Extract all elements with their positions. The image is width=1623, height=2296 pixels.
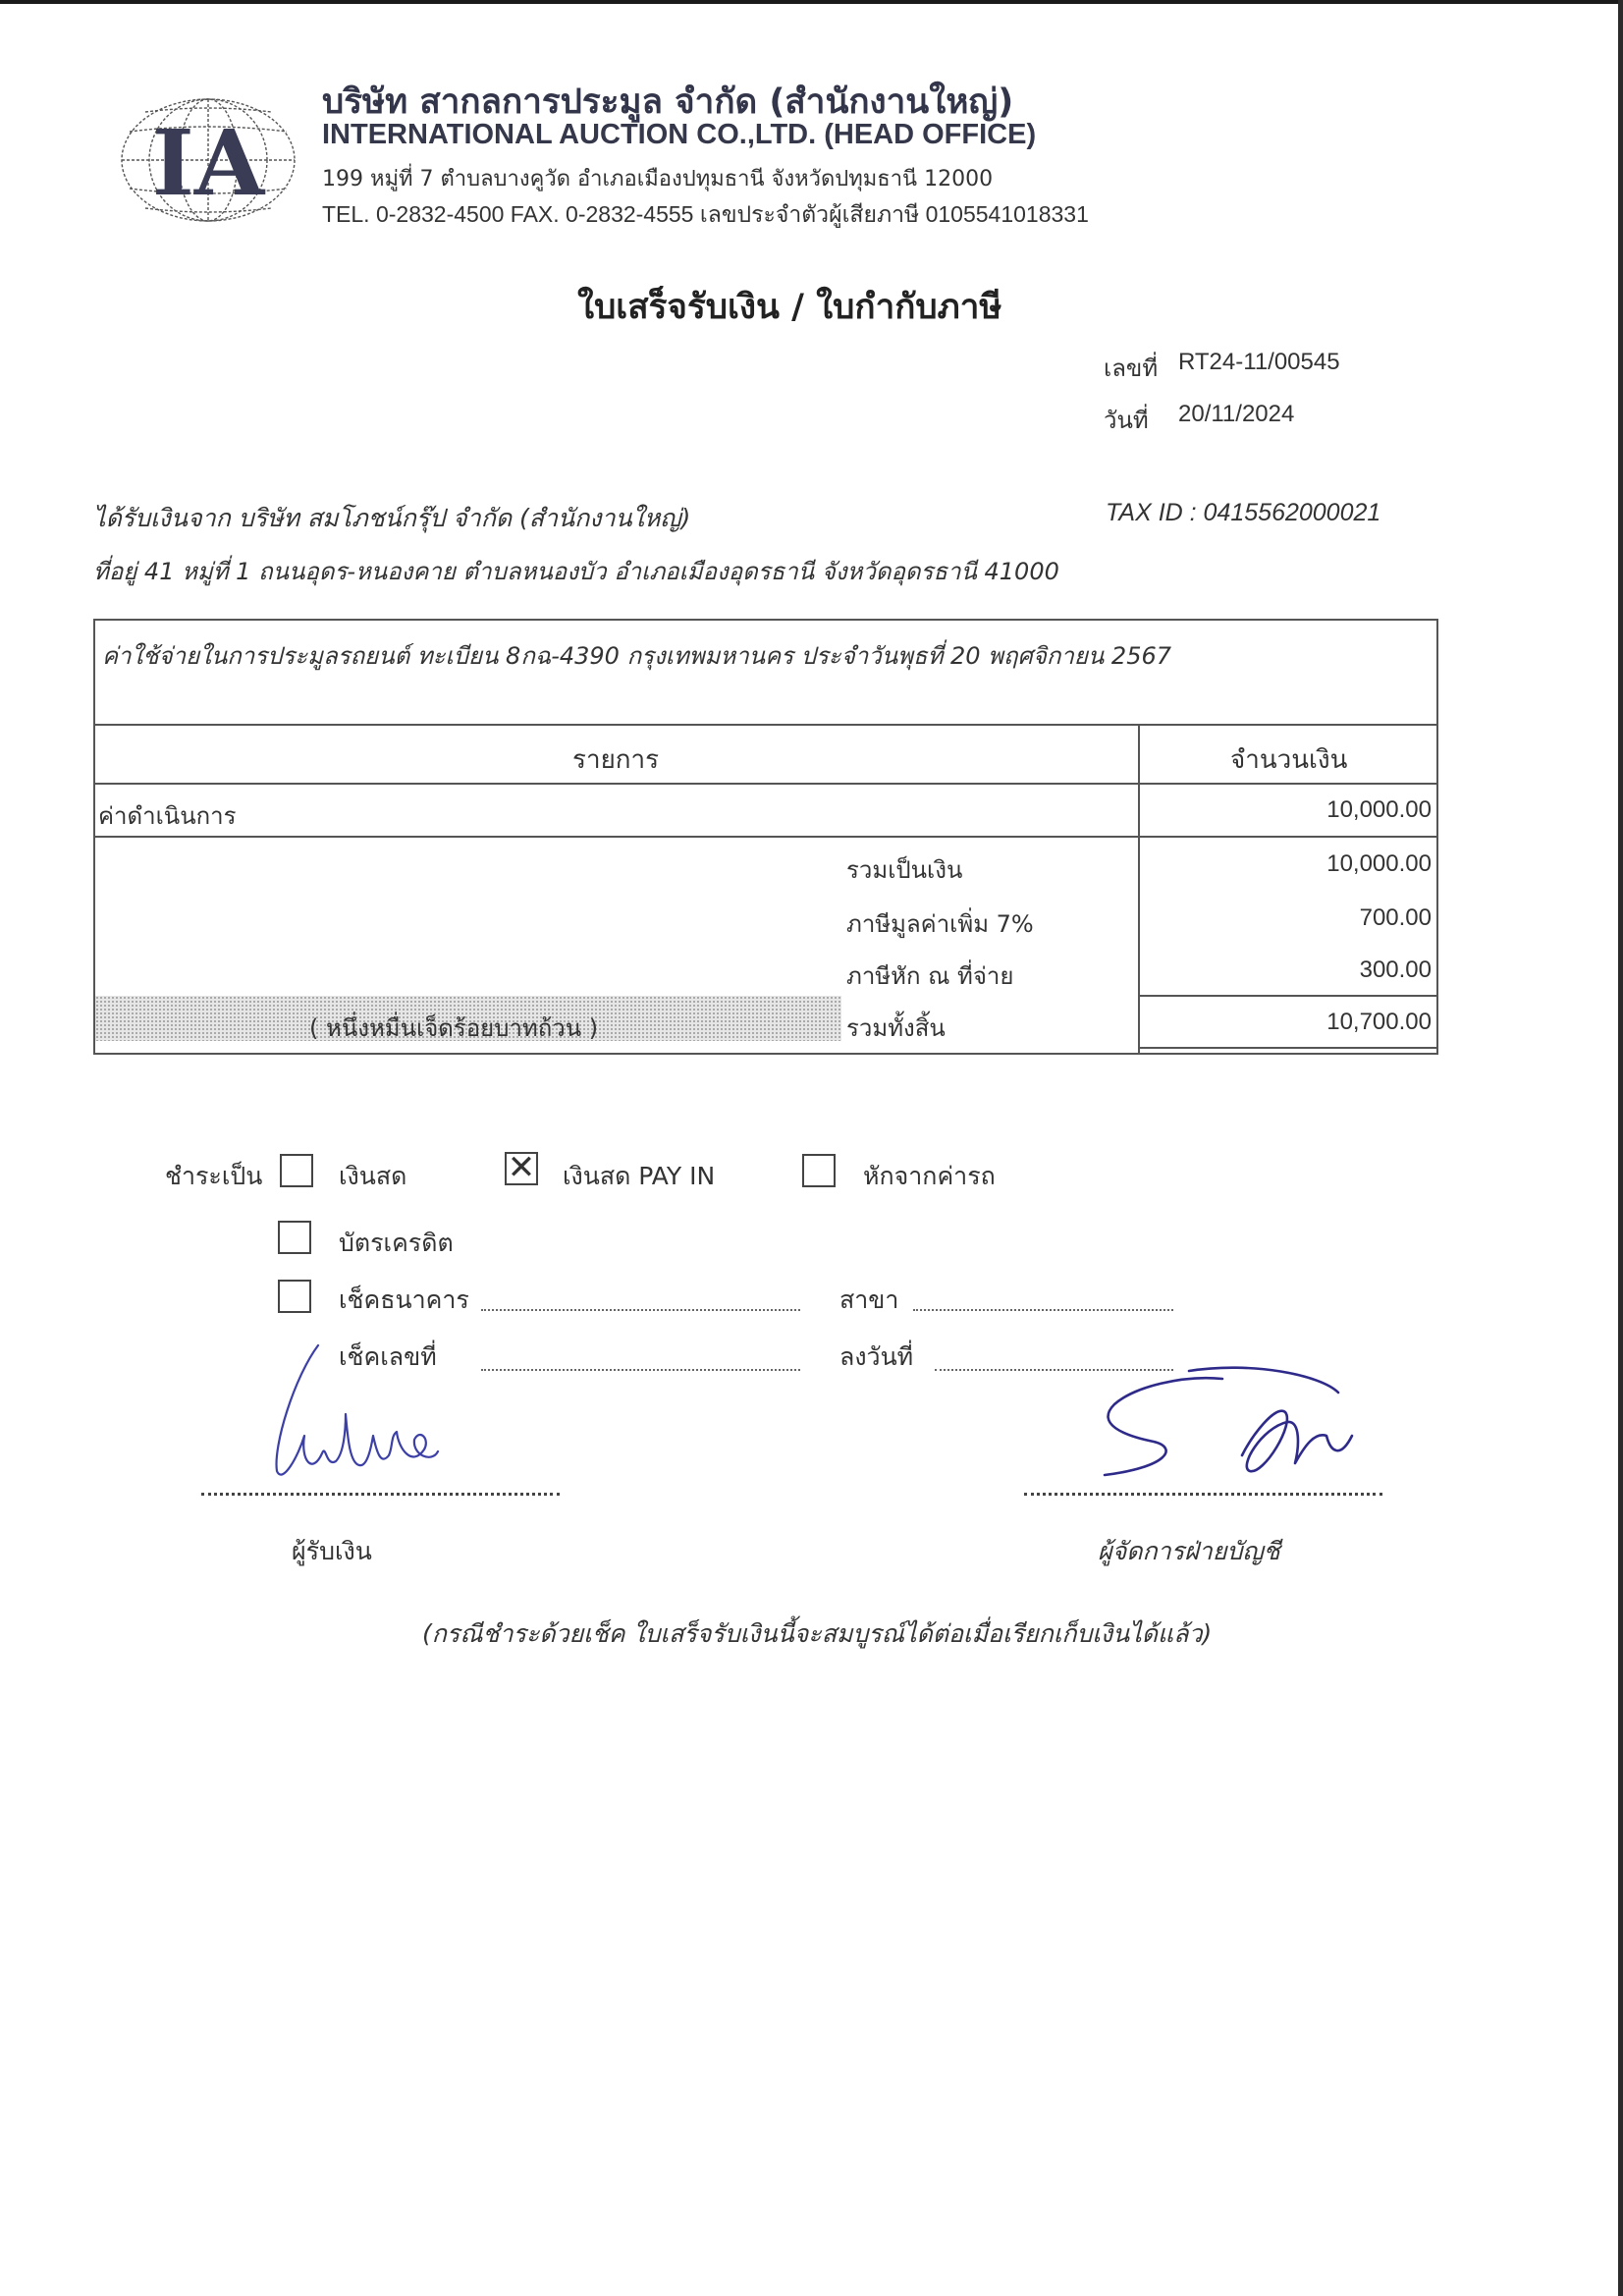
logo-text: IA [151,110,265,216]
bank-cheque-field[interactable] [481,1309,800,1311]
receipt-date: 20/11/2024 [1178,401,1295,427]
cheque-number-field[interactable] [481,1369,800,1371]
receiver-signature-line [201,1493,560,1496]
receipt-date-label: วันที่ [1104,407,1149,434]
company-name-english: INTERNATIONAL AUCTION CO.,LTD. (HEAD OFFICE) [322,119,1037,150]
cheque-date-label: ลงวันที่ [839,1342,914,1371]
deduct-from-car-label: หักจากค่ารถ [863,1162,996,1190]
manager-label: ผู้จัดการฝ่ายบัญชี [1098,1537,1280,1565]
checkbox-bank-cheque[interactable] [278,1280,311,1313]
table-line [95,836,1436,838]
table-line [1139,995,1436,997]
vat-amount: 700.00 [1359,904,1432,931]
company-address: 199 หมู่ที่ 7 ตำบลบางคูวัด อำเภอเมืองปทุมธานี จังหวัดปทุมธานี 12000 [322,167,994,191]
bank-cheque-label: เช็คธนาคาร [339,1285,469,1314]
cash-label: เงินสด [339,1162,407,1190]
document-title: ใบเสร็จรับเงิน / ใบกำกับภาษี [577,288,1002,327]
withholding-tax-label: ภาษีหัก ณ ที่จ่าย [846,962,1014,990]
column-header-amount: จำนวนเงิน [1230,745,1348,775]
grand-total-amount: 10,700.00 [1326,1009,1432,1035]
cash-payin-label: เงินสด PAY IN [563,1162,716,1190]
table-line [1139,1047,1436,1049]
subtotal-amount: 10,000.00 [1326,850,1432,877]
table-description: ค่าใช้จ่ายในการประมูลรถยนต์ ทะเบียน 8กฉ-4390 กรุงเทพมหานคร ประจำวันพุธที่ 20 พฤศจิกายน 2567 [102,642,1172,670]
company-logo [116,92,300,228]
company-contact: TEL. 0-2832-4500 FAX. 0-2832-4555 เลขประจำตัวผู้เสียภาษี 0105541018331 [322,201,1089,227]
customer-address: ที่อยู่ 41 หมู่ที่ 1 ถนนอุดร-หนองคาย ตำบลหนองบัว อำเภอเมืองอุดรธานี จังหวัดอุดรธานี 41000 [93,558,1059,585]
page-right-edge [1618,0,1623,2296]
amount-in-words: ( หนึ่งหมื่นเจ็ดร้อยบาทถ้วน ) [309,1014,599,1042]
branch-field[interactable] [913,1309,1173,1311]
line-item-description: ค่าดำเนินการ [98,802,237,830]
cheque-number-label: เช็คเลขที่ [339,1342,437,1371]
withholding-tax-amount: 300.00 [1359,957,1432,983]
manager-signature-line [1024,1493,1382,1496]
received-from: ได้รับเงินจาก บริษัท สมโภชน์กรุ๊ป จำกัด (สำนักงานใหญ่) [93,504,691,532]
page-top-edge [0,0,1623,4]
branch-label: สาขา [839,1285,899,1314]
grand-total-label: รวมทั้งสิ้น [846,1014,946,1042]
receipt-number-label: เลขที่ [1104,355,1159,382]
checkbox-credit-card[interactable] [278,1221,311,1254]
receiver-label: ผู้รับเงิน [292,1537,372,1565]
column-header-item: รายการ [572,745,660,775]
company-name-thai: บริษัท สากลการประมูล จำกัด (สำนักงานใหญ่) [322,82,1014,122]
payment-method-label: ชำระเป็น [165,1162,263,1190]
subtotal-label: รวมเป็นเงิน [846,856,963,884]
checkbox-cash-payin[interactable]: ✕ [505,1152,538,1185]
checkbox-cash[interactable] [280,1154,313,1187]
credit-card-label: บัตรเครดิต [339,1229,454,1257]
line-item-amount: 10,000.00 [1326,796,1432,823]
receiver-signature [265,1338,452,1490]
table-line [95,724,1436,726]
receipt-number: RT24-11/00545 [1178,349,1340,375]
table-column-divider [1138,724,1140,1053]
table-line [95,783,1436,785]
checkbox-deduct-from-car[interactable] [802,1154,836,1187]
customer-tax-id: TAX ID : 0415562000021 [1106,499,1381,526]
vat-label: ภาษีมูลค่าเพิ่ม 7% [846,910,1034,938]
manager-signature [1095,1365,1370,1488]
cheque-footnote: (กรณีชำระด้วยเช็ค ใบเสร็จรับเงินนี้จะสมบูรณ์ได้ต่อเมื่อเรียกเก็บเงินได้แล้ว) [422,1619,1213,1648]
